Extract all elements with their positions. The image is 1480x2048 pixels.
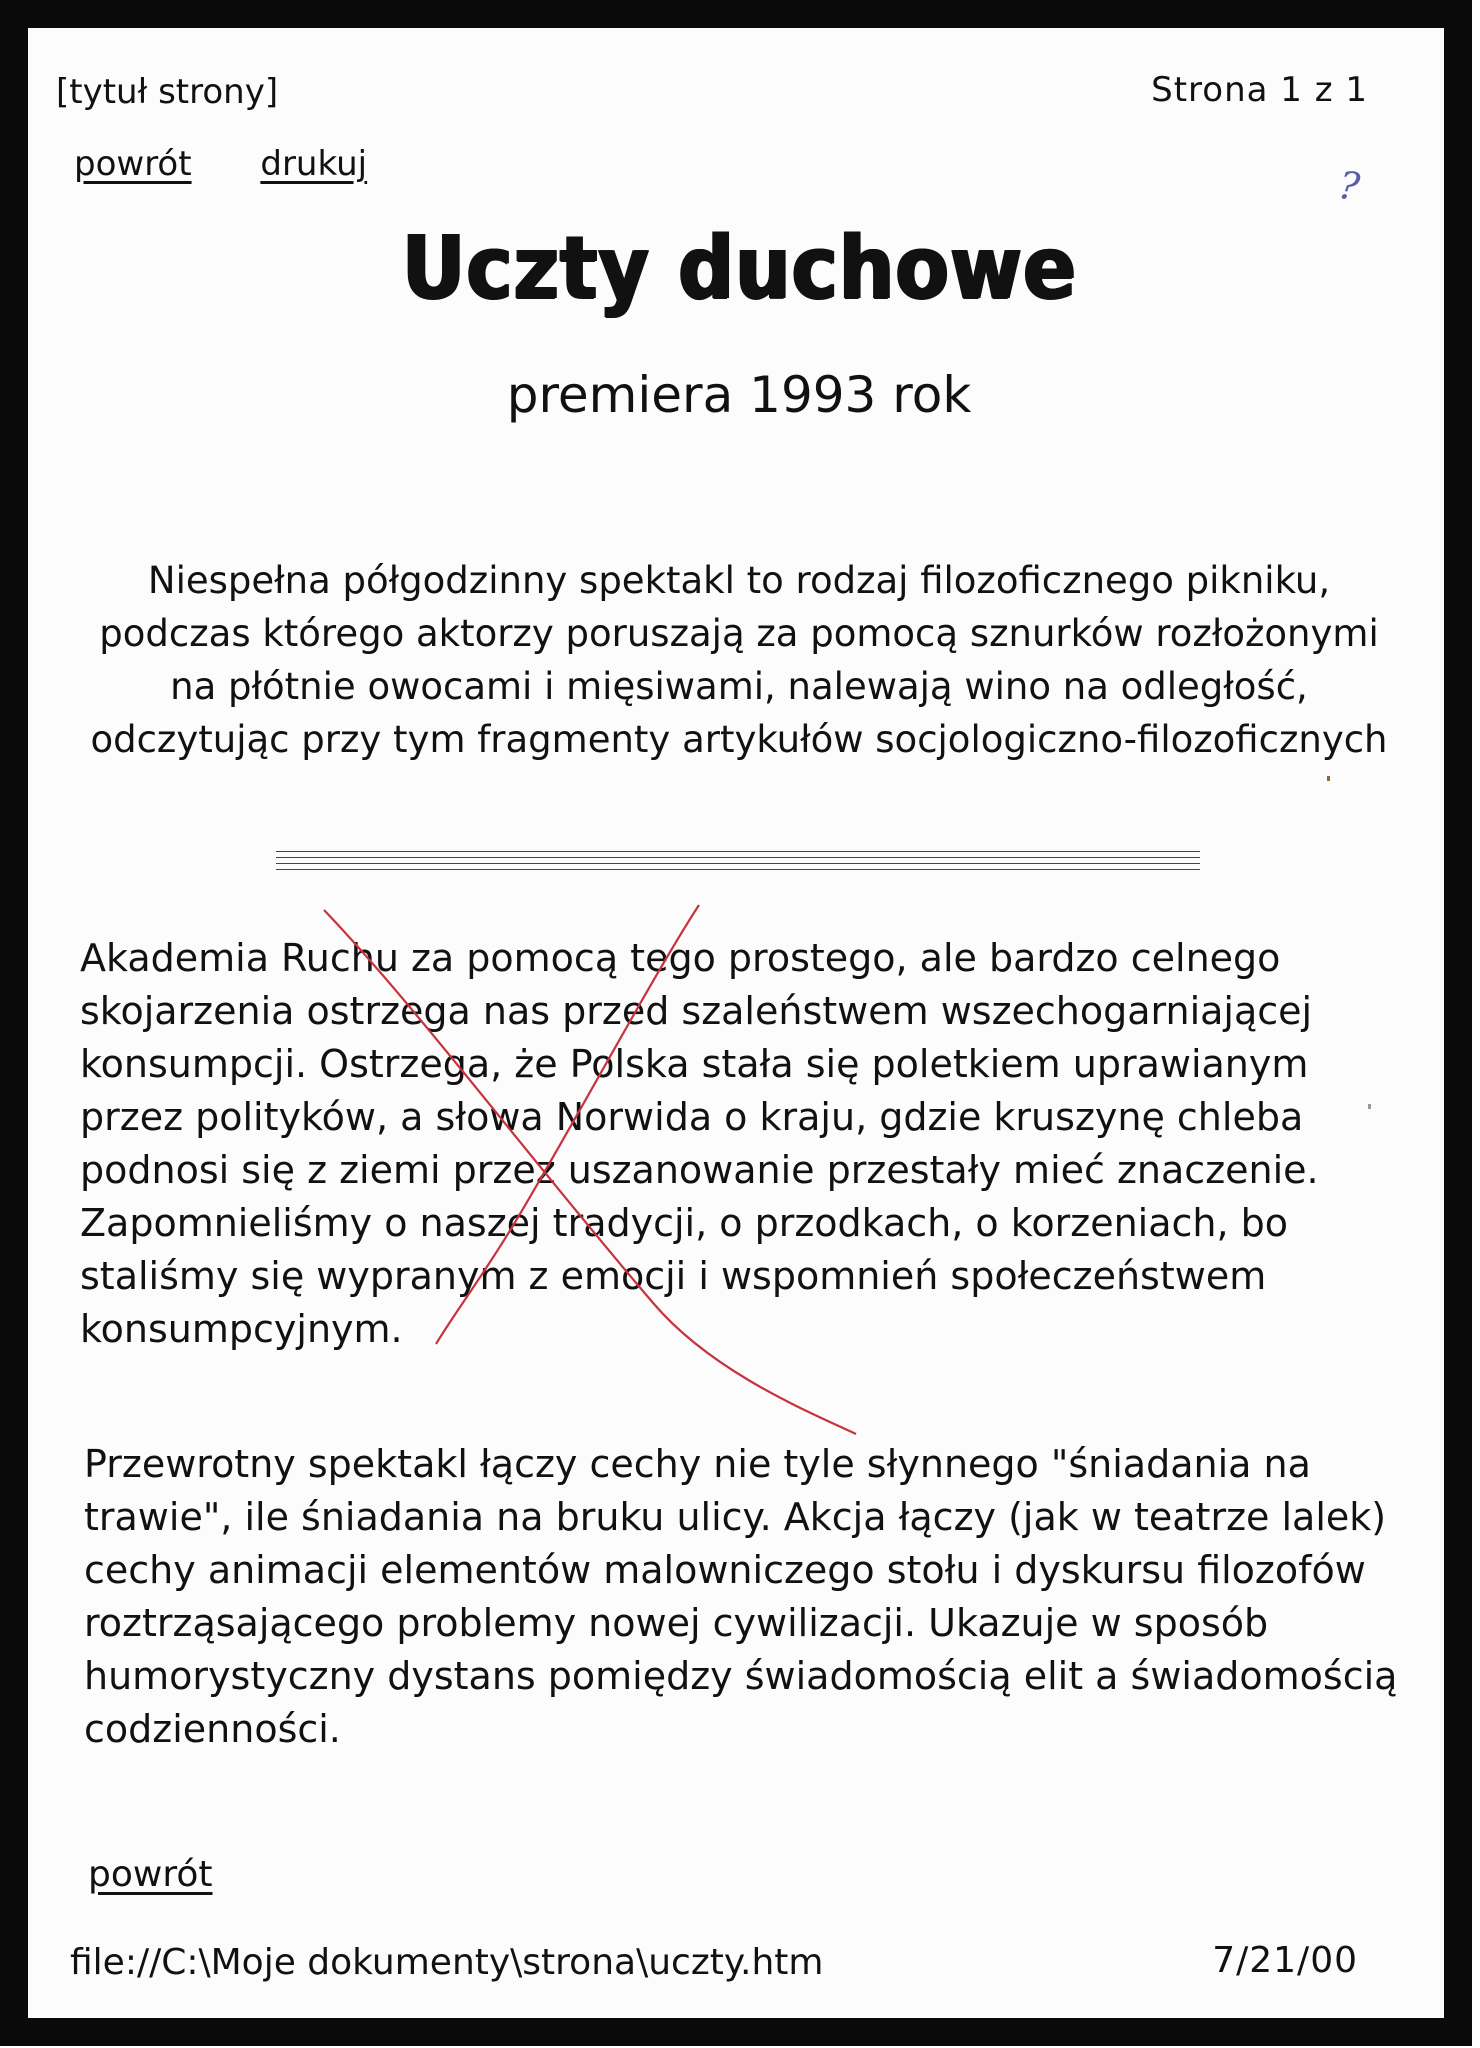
page-count: Strona 1 z 1 <box>1151 70 1368 110</box>
print-speck <box>1327 776 1330 781</box>
print-link[interactable]: drukuj <box>260 144 368 184</box>
footer-nav <box>88 1854 212 1895</box>
print-speck <box>1368 1104 1371 1109</box>
article-title: Uczty duchowe <box>401 218 1077 320</box>
article-paragraph-2: Przewrotny spektakl łączy cechy nie tyle słynnego "śniadania na trawie", ile śniadania na bruku ulicy. Akcja łączy (jak w teatrze lalek) cechy animacji elementów malowniczego stołu i dyskursu filozofów roztrząsającego problemy nowej cywilizacji. Ukazuje w sposób humorystyczny dystans pomiędzy świadomością elit a świadomością codzienności. <box>84 1442 1398 1751</box>
article-intro: Niespełna półgodzinny spektakl to rodzaj filozoficznego pikniku, podczas którego aktorzy poruszają za pomocą sznurków rozłożonymi na płótnie owocami i mięsiwami, nalewają wino na odległość, odczytując przy tym fragmenty artykułów socjologiczno-filozoficznych <box>90 559 1388 761</box>
handwritten-cross-out-mark <box>14 14 1458 2032</box>
file-path: file://C:\Moje dokumenty\strona\uczty.htm <box>70 1942 824 1983</box>
article-subtitle: premiera 1993 rok <box>506 366 972 424</box>
article-paragraph-1: Akademia Ruchu za pomocą tego prostego, ale bardzo celnego skojarzenia ostrzega nas przed szaleństwem wszechogarniającej konsumpcji. Ostrzega, że Polska stała się poletkiem uprawianym przez polityków, a słowa Norwida o kraju, gdzie kruszynę chleba podnosi się z ziemi przez uszanowanie przestały mieć znaczenie. Zapomnieliśmy o naszej tradycji, o przodkach, o korzeniach, bo staliśmy się wypranym z emocji i wspomnień społeczeństwem konsumpcyjnym. <box>80 936 1319 1351</box>
footer-back-link[interactable]: powrót <box>88 1854 213 1895</box>
print-date: 7/21/00 <box>1212 1940 1358 1981</box>
page-title-placeholder: [tytuł strony] <box>56 72 279 112</box>
printed-page <box>14 14 1458 2032</box>
back-link[interactable]: powrót <box>74 144 192 184</box>
handwritten-question-mark: ? <box>1336 162 1363 210</box>
